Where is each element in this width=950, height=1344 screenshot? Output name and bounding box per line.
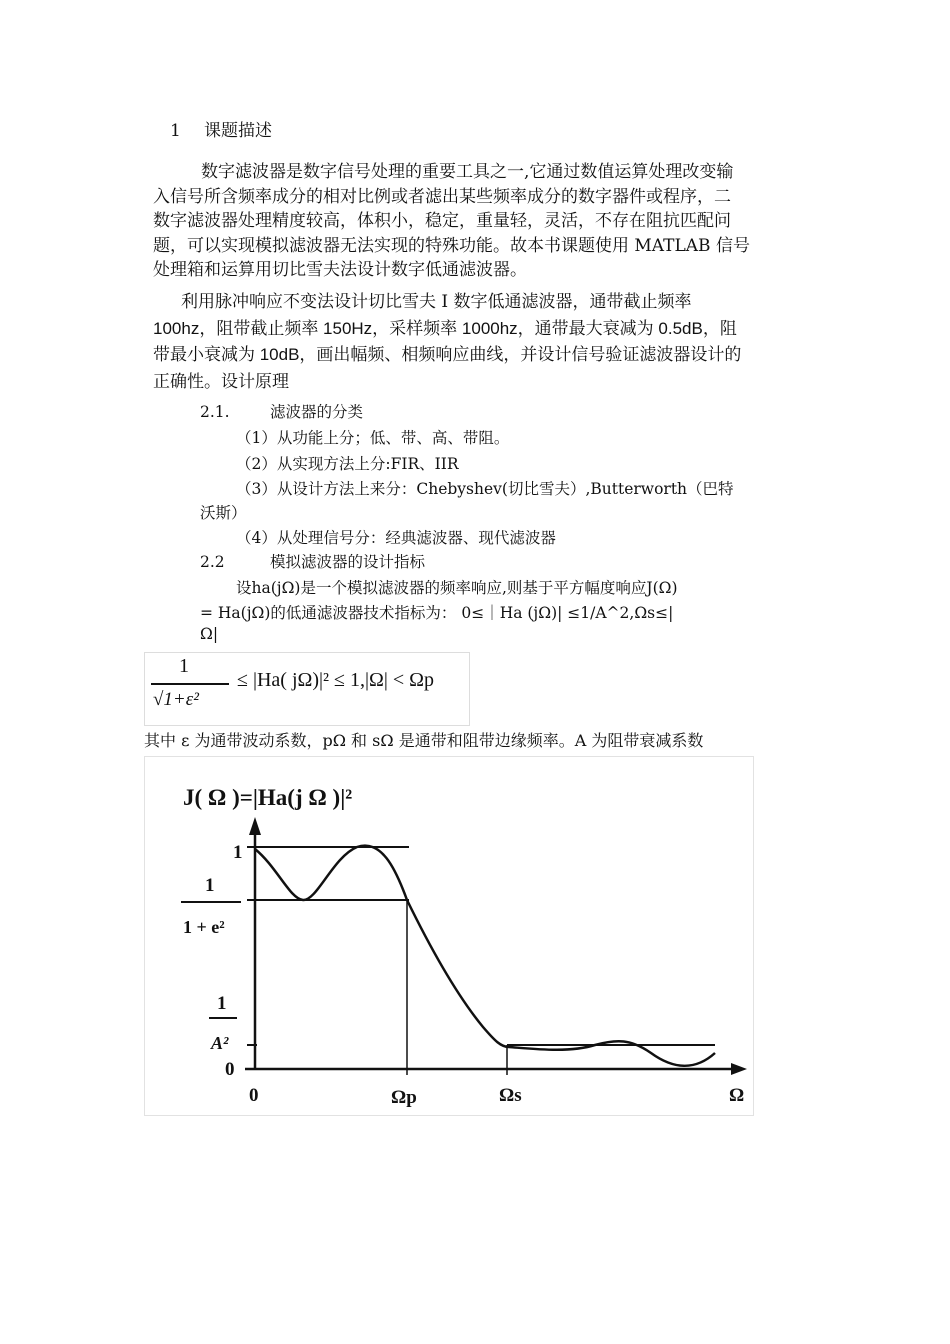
task-line: 带最小衰减为 10dB，画出幅频、相频响应曲线，并设计信号验证滤波器设计的 bbox=[153, 345, 742, 364]
section-title: 课题描述 bbox=[204, 121, 272, 141]
task-line: 100hz，阻带截止频率 150Hz，采样频率 1000hz，通带最大衰减为 0.5dB，阻 bbox=[153, 318, 737, 338]
intro-paragraph bbox=[153, 160, 750, 283]
x-label-stopband-edge: Ωs bbox=[499, 1085, 522, 1106]
subsection-number: 2.2 bbox=[200, 553, 225, 571]
response-curve bbox=[255, 846, 715, 1066]
x-label-passband-edge: Ωp bbox=[391, 1087, 417, 1108]
spec-line: 设ha(jΩ)是一个模拟滤波器的频率响应,则基于平方幅度响应J(Ω) bbox=[236, 579, 678, 597]
subsection-number: 2.1. bbox=[200, 403, 230, 421]
intro-line: 入信号所含频率成分的相对比例或者滤出某些频率成分的数字器件或程序，二 bbox=[153, 186, 731, 207]
caption-line: 其中 ε 为通带波动系数，pΩ 和 sΩ 是通带和阻带边缘频率。A 为阻带衰减系数 bbox=[144, 731, 704, 750]
response-chart bbox=[145, 757, 753, 1115]
intro-line: 数字滤波器是数字信号处理的重要工具之一,它通过数值运算处理改变输 bbox=[201, 162, 734, 182]
y-label-zero: 0 bbox=[225, 1059, 235, 1080]
y-label-passband-denominator: 1 + e² bbox=[183, 917, 225, 937]
classification-item: （1）从功能上分；低、带、高、带阻。 bbox=[236, 429, 510, 447]
subsection-title: 滤波器的分类 bbox=[270, 403, 364, 421]
x-axis-arrow bbox=[731, 1063, 747, 1075]
formula-numerator: 1 bbox=[179, 655, 189, 677]
intro-line: 题，可以实现模拟滤波器无法实现的特殊功能。故本书课题使用 MATLAB 信号 bbox=[153, 235, 750, 256]
formula-fraction-bar bbox=[151, 683, 229, 685]
y-label-stopband-denominator: A² bbox=[211, 1033, 229, 1053]
chart-title: J( Ω )=|Ha(j Ω )|² bbox=[183, 785, 353, 810]
task-paragraph bbox=[153, 289, 741, 395]
classification-item: 沃斯） bbox=[200, 504, 247, 522]
y-label-stopband-numerator: 1 bbox=[217, 993, 227, 1014]
classification-item: （4）从处理信号分：经典滤波器、现代滤波器 bbox=[236, 529, 556, 547]
y-label-one: 1 bbox=[233, 842, 243, 863]
classification-item: （2）从实现方法上分:FIR、IIR bbox=[236, 455, 459, 473]
classification-item: （3）从设计方法上来分：Chebyshev(切比雪夫）,Butterworth（巴特 bbox=[236, 480, 734, 498]
section-heading bbox=[170, 116, 272, 141]
task-line: 利用脉冲响应不变法设计切比雪夫 I 数字低通滤波器，通带截止频率 bbox=[181, 292, 692, 312]
formula-inequality: ≤ |Ha( jΩ)|² ≤ 1,|Ω| < Ωp bbox=[237, 669, 435, 691]
x-label-origin: 0 bbox=[249, 1085, 259, 1106]
x-label-axis: Ω bbox=[729, 1085, 745, 1106]
formula-image bbox=[144, 652, 470, 726]
formula-denominator: √1+ε² bbox=[153, 689, 199, 710]
chebyshev-response-figure bbox=[144, 756, 754, 1116]
spec-line: Ω| bbox=[200, 625, 219, 643]
intro-line: 处理箱和运算用切比雪夫法设计数字低通滤波器。 bbox=[153, 260, 527, 280]
subsection-heading-2-1 bbox=[200, 400, 363, 422]
subsection-heading-2-2 bbox=[200, 550, 425, 572]
section-number: 1 bbox=[170, 121, 181, 141]
task-line: 正确性。设计原理 bbox=[153, 371, 289, 392]
y-label-passband-numerator: 1 bbox=[205, 875, 215, 896]
subsection-title: 模拟滤波器的设计指标 bbox=[270, 553, 426, 571]
y-axis-arrow bbox=[249, 817, 261, 835]
spec-line: = Ha(jΩ)的低通滤波器技术指标为： 0≤｜Ha (jΩ)| ≤1/A^2,Ωs≤| bbox=[200, 604, 674, 622]
intro-line: 数字滤波器处理精度较高，体积小，稳定，重量轻，灵活，不存在阻抗匹配问 bbox=[153, 211, 731, 231]
